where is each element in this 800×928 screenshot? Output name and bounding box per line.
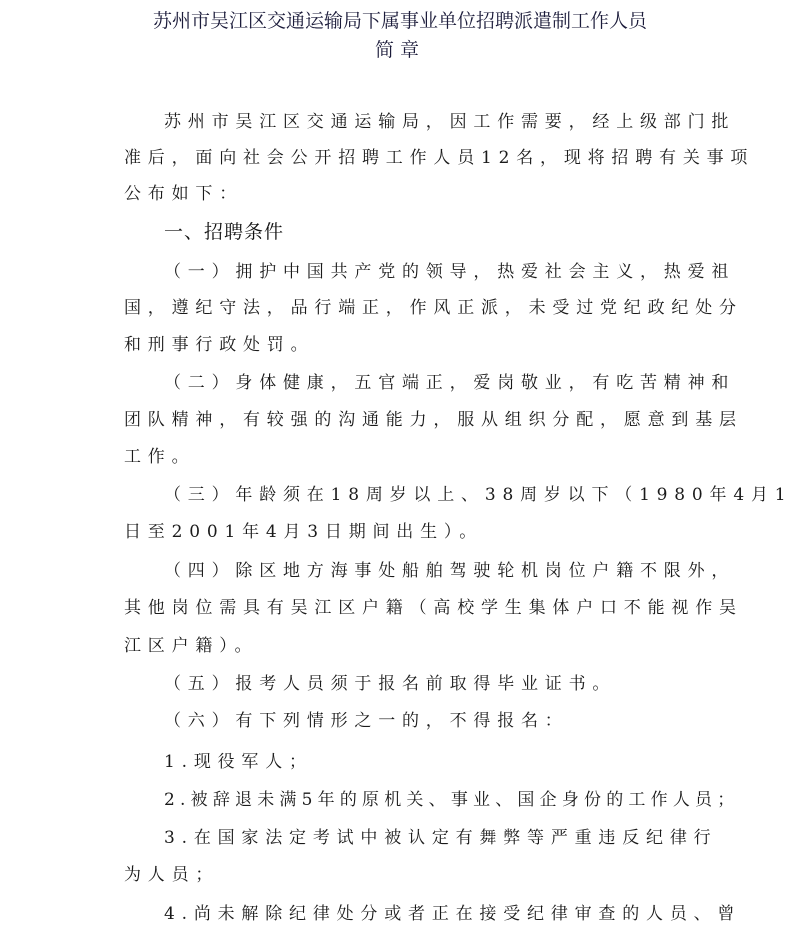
exclusion-item: 为人员；: [124, 865, 220, 885]
condition-line: 工作。: [124, 447, 196, 467]
document-subtitle: 简章: [374, 39, 425, 61]
condition-line: （二）身体健康，五官端正，爱岗敬业，有吃苦精神和: [164, 373, 736, 393]
exclusion-item: 2.被辞退未满5年的原机关、事业、国企身份的工作人员；: [164, 790, 740, 810]
intro-line: 公布如下：: [124, 184, 243, 204]
exclusion-item: 3.在国家法定考试中被认定有舞弊等严重违反纪律行: [164, 828, 718, 848]
section-heading: 一、招聘条件: [164, 221, 285, 243]
exclusion-item: 1.现役军人；: [164, 752, 313, 772]
condition-line: 和刑事行政处罚。: [124, 335, 315, 355]
condition-line: （一）拥护中国共产党的领导，热爱社会主义，热爱祖: [164, 262, 736, 282]
condition-line: 团队精神，有较强的沟通能力，服从组织分配，愿意到基层: [124, 410, 743, 430]
intro-line: 苏州市吴江区交通运输局，因工作需要，经上级部门批: [164, 112, 736, 132]
condition-line: 其他岗位需具有吴江区户籍（高校学生集体户口不能视作吴: [124, 598, 743, 618]
condition-line: （三）年龄须在18周岁以上、38周岁以下（1980年4月1: [164, 485, 793, 505]
intro-line: 准后，面向社会公开招聘工作人员12名，现将招聘有关事项: [124, 148, 755, 168]
condition-line: 国，遵纪守法，品行端正，作风正派，未受过党纪政纪处分: [124, 298, 743, 318]
condition-line: 江区户籍）。: [124, 636, 259, 656]
condition-line: （六）有下列情形之一的，不得报名：: [164, 711, 569, 731]
document-title: 苏州市吴江区交通运输局下属事业单位招聘派遣制工作人员: [152, 10, 647, 32]
exclusion-item: 4.尚未解除纪律处分或者正在接受纪律审查的人员、曾: [164, 904, 742, 924]
condition-line: （四）除区地方海事处船舶驾驶轮机岗位户籍不限外，: [164, 561, 736, 581]
condition-line: 日至2001年4月3日期间出生）。: [124, 522, 483, 542]
condition-line: （五）报考人员须于报名前取得毕业证书。: [164, 674, 617, 694]
